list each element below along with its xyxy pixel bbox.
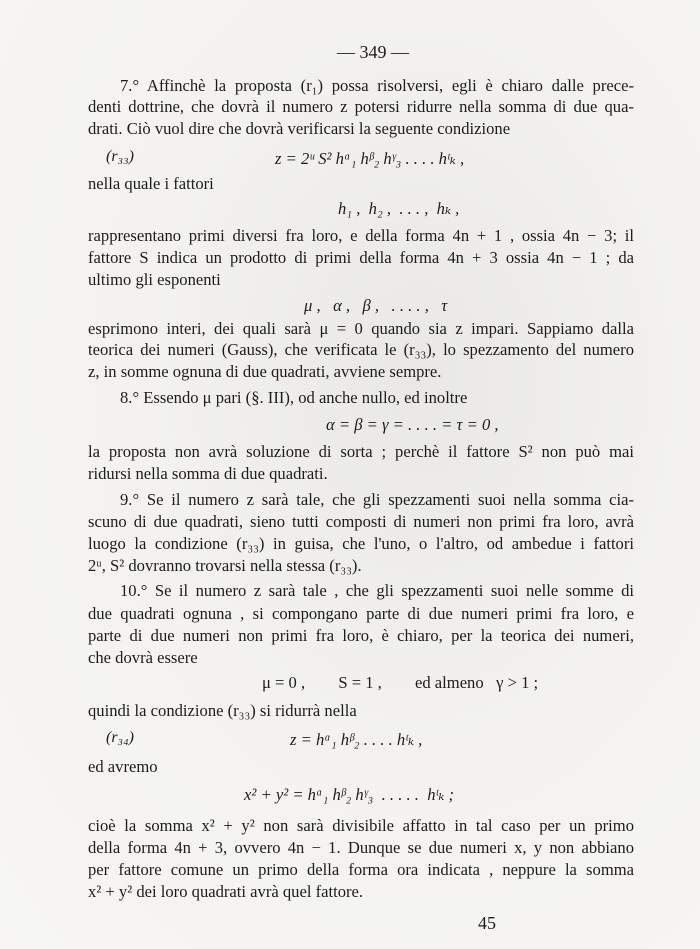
text-line: ultimo gli esponenti bbox=[88, 270, 221, 289]
text-line: ridursi nella somma di due quadrati. bbox=[88, 464, 328, 483]
equation: h₁ , h₂ , . . . , hₖ , bbox=[338, 199, 460, 218]
equation: z = hᵅ₁ hᵝ₂ . . . . hᵗₖ , bbox=[290, 730, 423, 749]
text-line: 2ᵘ, S² dovranno trovarsi nella stessa (r₃₃). bbox=[88, 556, 362, 575]
text-line: drati. Ciò vuol dire che dovrà verificarsi la seguente condizione bbox=[88, 119, 511, 138]
text-line: 10.° Se il numero z sarà tale , che gli spezzamenti suoi nelle somme di bbox=[120, 581, 634, 600]
text-line: fattore S indica un prodotto di primi della forma 4n + 3 ossia 4n − 1 ; da bbox=[88, 248, 634, 267]
text-line: denti dottrine, che dovrà il numero z potersi ridurre nella somma di due qua- bbox=[88, 97, 634, 116]
text-line: per fattore comune un primo della forma ora indicata , neppure la somma bbox=[88, 860, 634, 879]
text-line: parte di due numeri non primi fra loro, è chiaro, per la teorica dei numeri, bbox=[88, 626, 634, 645]
text-line: ed avremo bbox=[88, 757, 158, 776]
equation: μ , α , β , . . . . , τ bbox=[304, 296, 448, 315]
equation: z = 2ᵘ S² hᵅ₁ hᵝ₂ hᵞ₃ . . . . hᵗₖ , bbox=[275, 149, 465, 168]
text-line: nella quale i fattori bbox=[88, 174, 214, 193]
text-line: due quadrati ognuna , si compongano parte di due numeri primi fra loro, e bbox=[88, 604, 634, 623]
equation: α = β = γ = . . . . = τ = 0 , bbox=[326, 415, 499, 434]
signature-mark: 45 bbox=[478, 913, 496, 933]
text-line: quindi la condizione (r₃₃) si ridurrà nella bbox=[88, 701, 357, 720]
text-line: teorica dei numeri (Gauss), che verificata le (r₃₃), lo spezzamento del numero bbox=[88, 340, 634, 359]
text-line: luogo la condizione (r₃₃) in guisa, che l'uno, o l'altro, od ambedue i fattori bbox=[88, 534, 634, 553]
text-line: 7.° Affinchè la proposta (r₁) possa risolversi, egli è chiaro dalle prece- bbox=[120, 76, 634, 95]
text-line: la proposta non avrà soluzione di sorta ; perchè il fattore S² non può mai bbox=[88, 442, 634, 461]
text-line: che dovrà essere bbox=[88, 648, 198, 667]
text-line: x² + y² dei loro quadrati avrà quel fattore. bbox=[88, 882, 364, 901]
text-line: 8.° Essendo μ pari (§. III), od anche nullo, ed inoltre bbox=[120, 388, 468, 407]
page-number: — 349 — bbox=[337, 42, 409, 62]
text-line: 9.° Se il numero z sarà tale, che gli spezzamenti suoi nella somma cia- bbox=[120, 490, 634, 509]
text-line: della forma 4n + 3, ovvero 4n − 1. Dunque se due numeri x, y non abbiano bbox=[88, 838, 634, 857]
text-line: esprimono interi, dei quali sarà μ = 0 quando sia z impari. Sappiamo dalla bbox=[88, 319, 634, 338]
equation-tag: (r₃₄) bbox=[106, 729, 135, 746]
equation-tag: (r₃₃) bbox=[106, 148, 135, 165]
text-line: z, in somme ognuna di due quadrati, avviene sempre. bbox=[88, 362, 442, 381]
text-line: scuno di due quadrati, sieno tutti composti di numeri non primi fra loro, avrà bbox=[88, 512, 634, 531]
text-line: cioè la somma x² + y² non sarà divisibile affatto in tal caso per un primo bbox=[88, 816, 634, 835]
text-line: rappresentano primi diversi fra loro, e della forma 4n + 1 , ossia 4n − 3; il bbox=[88, 226, 634, 245]
equation: x² + y² = hᵅ₁ hᵝ₂ hᵞ₃ . . . . . hᵗₖ ; bbox=[244, 785, 455, 804]
equation: μ = 0 , S = 1 , ed almeno γ > 1 ; bbox=[262, 673, 539, 692]
